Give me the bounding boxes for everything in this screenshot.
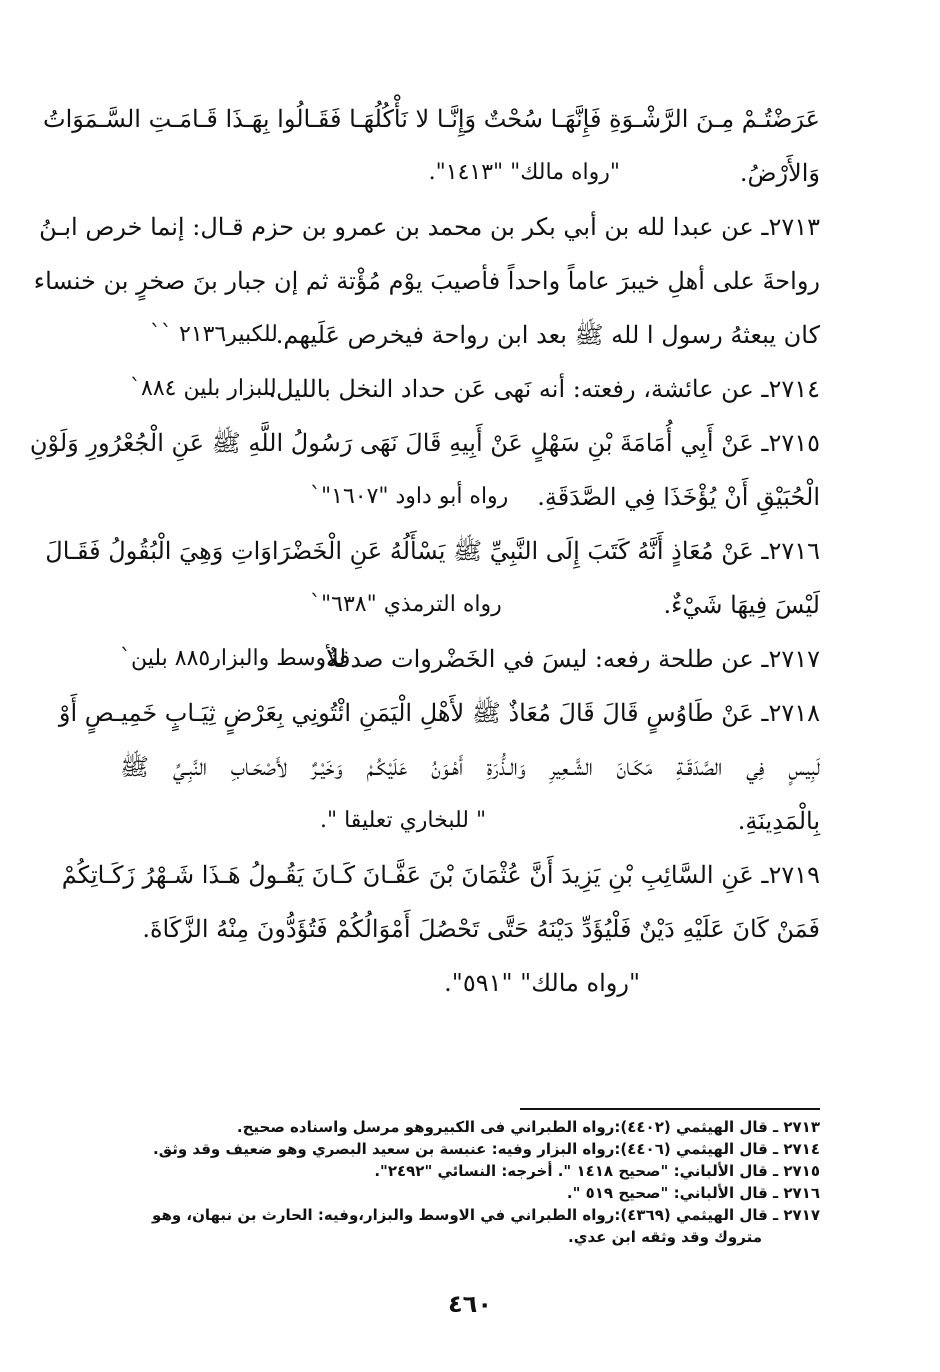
footnote-divider xyxy=(520,1108,820,1110)
footnote-2713: ٢٧١٣ ـ قال الهيثمي (٤٤٠٢):رواه الطبراني فى الكبيروهو مرسل واسناده صحيح. xyxy=(236,1118,820,1136)
hadith-2716-line-1: ٢٧١٦ـ عَنْ مُعَاذٍ أَنَّهُ كَتَبَ إِلَى النَّبِيِّ ﷺ يَسْأَلُهُ عَنِ الْخَضْرَاوَاتِ وَهِيَ الْبُقُولُ فَقَـالَ xyxy=(45,537,820,565)
text-line-1: عَرَضْتُـمْ مِـنَ الرَّشْـوَةِ فَإِنَّهَـا سُحْتٌ وَإِنَّـا لا نَأْكُلُهَـا فَقَـالُوا بِهَـذَا قَـامَـتِ السَّـمَوَاتُ xyxy=(43,105,820,133)
hadith-source: للأوسط والبزار٨٨٥ بلين` xyxy=(120,646,346,671)
footnote-2715: ٢٧١٥ ـ قال الألباني: "صحيح ١٤١٨ ". أخرجه: النسائي "٢٤٩٢". xyxy=(374,1162,820,1180)
main-text xyxy=(29,92,820,1010)
hadith-2713-line-3: كان يبعثهُ رسول ا لله ﷺ بعد ابن رواحة فيخرص عَلَيهم. للكبير٢١٣٦ `` xyxy=(120,308,820,362)
hadith-source: رواه الترمذي "٦٣٨"` xyxy=(310,592,502,617)
hadith-2719-line-1: ٢٧١٩ـ عَنِ السَّائِبِ بْنِ يَزِيدَ أَنَّ عُثْمَانَ بْنَ عَفَّـانَ كَـانَ يَقُـولُ هَـذَا شَـهْرُ زَكَـاتِكُمْ xyxy=(61,861,820,889)
hadith-source: " للبخاري تعليقا ". xyxy=(320,808,487,833)
footnotes xyxy=(120,1108,820,1248)
page-number: ٤٦٠ xyxy=(448,1290,492,1318)
hadith-2718-line-2: لَبِيسٍ فِي الصَّدَقَـةِ مَكَـانَ الشَّـعِيرِ وَالـذُّرَةِ أَهْـوَنُ عَلَيْكُـمْ وَخَيْـرٌ لأَصْحَـابِ النَّبِـيِّ ﷺ xyxy=(120,753,820,781)
text-line-2: وَالأَرْضُ. "رواه مالك" "١٤١٣". xyxy=(120,146,820,200)
hadith-2715-line-2: الْحُبَيْقِ أَنْ يُؤْخَذَا فِي الصَّدَقَةِ. رواه أبو داود "١٦٠٧"` xyxy=(120,470,820,524)
hadith-2717-line-1: ٢٧١٧ـ عن طلحة رفعه: ليسَ في الخَضْروات صدقةٌ. للأوسط والبزار٨٨٥ بلين` xyxy=(120,632,820,686)
hadith-2714-line-1: ٢٧١٤ـ عن عائشة، رفعته: أنه نَهى عَن حداد النخل بالليل. للبزار بلين ٨٨٤` xyxy=(120,362,820,416)
hadith-source: "رواه مالك" "١٤١٣". xyxy=(428,160,620,185)
hadith-2718-line-1: ٢٧١٨ـ عَنْ طَاوُسٍ قَالَ قَالَ مُعَاذٌ ﷺ لأَهْلِ الْيَمَنِ ائْتُونِي بِعَرْضٍ ثِيَـابٍ خَمِيـصٍ أَوْ xyxy=(58,699,820,727)
hadith-source: رواه أبو داود "١٦٠٧"` xyxy=(310,484,509,509)
hadith-2716-line-2: لَيْسَ فِيهَا شَيْءٌ. رواه الترمذي "٦٣٨"` xyxy=(120,578,820,632)
footnote-2716: ٢٧١٦ ـ قال الألباني: "صحيح ٥١٩ ". xyxy=(566,1184,820,1202)
footnote-2717-continued: متروك وقد وثقه ابن عدي. xyxy=(568,1228,762,1246)
hadith-2719-line-2: فَمَنْ كَانَ عَلَيْهِ دَيْنٌ فَلْيُؤَدِّ دَيْنَهُ حَتَّى تَحْصُلَ أَمْوَالُكُمْ فَتُؤَدُّونَ مِنْهُ الزَّكَاةَ. xyxy=(142,915,820,943)
hadith-source: للبزار بلين ٨٨٤` xyxy=(130,376,277,401)
hadith-2719-source: "رواه مالك" "٥٩١". xyxy=(444,969,640,997)
hadith-2713-line-2: رواحةَ على أهلِ خيبرَ عاماً واحداً فأصيبَ يوْم مُؤْتة ثم إن جبار بنَ صخرٍ بن خنساء xyxy=(33,267,820,295)
hadith-2715-line-1: ٢٧١٥ـ عَنْ أَبِي أُمَامَةَ بْنِ سَهْلٍ عَنْ أَبِيهِ قَالَ نَهَى رَسُولُ اللَّهِ ﷺ عَنِ الْجُعْرُورِ وَلَوْنِ xyxy=(29,429,820,457)
hadith-2718-line-3: بِالْمَدِينَةِ. " للبخاري تعليقا ". xyxy=(120,794,820,848)
hadith-2713-line-1: ٢٧١٣ـ عن عبدا لله بن أبي بكر بن محمد بن عمرو بن حزم قـال: إنما خرص ابـنُ xyxy=(39,213,820,241)
footnote-2714: ٢٧١٤ ـ قال الهيثمي (٤٤٠٦):رواه البزار وفيه: عنبسة بن سعيد البصري وهو ضعيف وقد وثق. xyxy=(153,1140,820,1158)
footnote-2717: ٢٧١٧ ـ قال الهيثمي (٤٣٦٩):رواه الطبراني في الاوسط والبزار،وفيه: الحارث بن نبهان، وهو xyxy=(152,1206,820,1224)
hadith-source: للكبير٢١٣٦ `` xyxy=(150,322,278,347)
